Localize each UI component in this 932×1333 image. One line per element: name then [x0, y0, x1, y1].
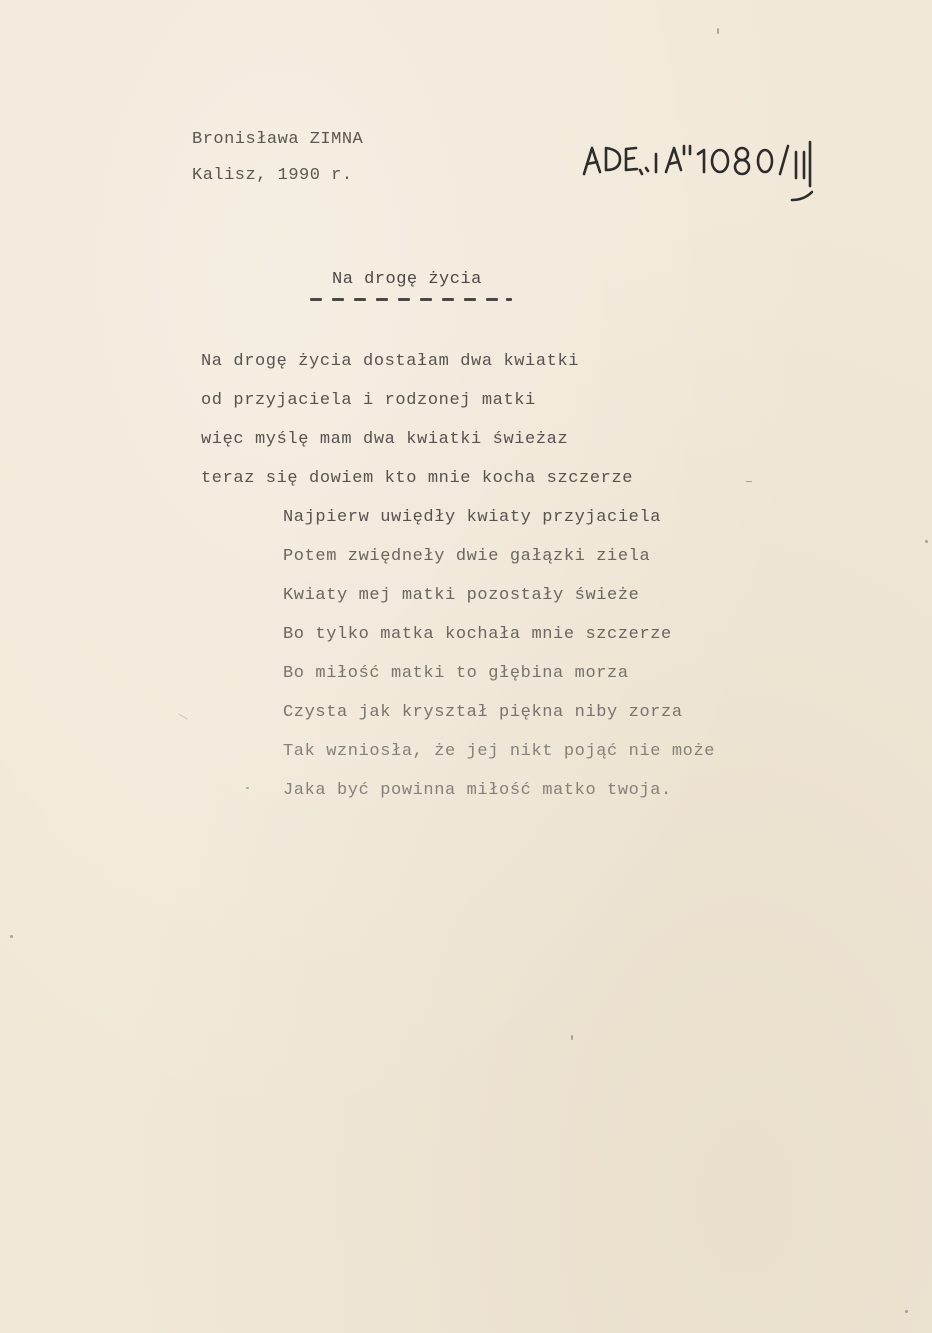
poem-line-10: Czysta jak kryształ piękna niby zorza [283, 703, 683, 722]
poem-line-11: Tak wzniosła, że jej nikt pojąć nie może [283, 742, 716, 761]
poem-line-9: Bo miłość matki to głębina morza [283, 664, 629, 683]
poem-line-1: Na drogę życia dostałam dwa kwiatki [201, 352, 580, 371]
paper-speck [925, 540, 928, 543]
handwritten-signature [580, 140, 820, 210]
poem-line-5: Najpierw uwiędły kwiaty przyjaciela [283, 508, 662, 527]
poem-line-3: więc myślę mam dwa kwiatki świeżaz [201, 430, 569, 449]
poem-line-12: Jaka być powinna miłość matko twoja. [283, 781, 672, 800]
author-name: Bronisława ZIMNA [192, 130, 364, 149]
place-date: Kalisz, 1990 r. [192, 166, 353, 185]
title-underline [310, 296, 512, 302]
poem-title: Na drogę życia [332, 270, 482, 289]
paper-speck [717, 28, 719, 34]
paper-speck [246, 787, 249, 789]
poem-line-6: Potem zwiędneły dwie gałązki ziela [283, 547, 651, 566]
poem-line-8: Bo tylko matka kochała mnie szczerze [283, 625, 672, 644]
paper-speck [571, 1035, 573, 1040]
poem-line-2: od przyjaciela i rodzonej matki [201, 391, 536, 410]
paper-speck [746, 481, 752, 482]
poem-line-4: teraz się dowiem kto mnie kocha szczerze [201, 469, 634, 488]
poem-line-7: Kwiaty mej matki pozostały świeże [283, 586, 640, 605]
paper-speck [178, 714, 187, 720]
paper-speck [905, 1310, 908, 1313]
paper-speck [10, 935, 13, 938]
